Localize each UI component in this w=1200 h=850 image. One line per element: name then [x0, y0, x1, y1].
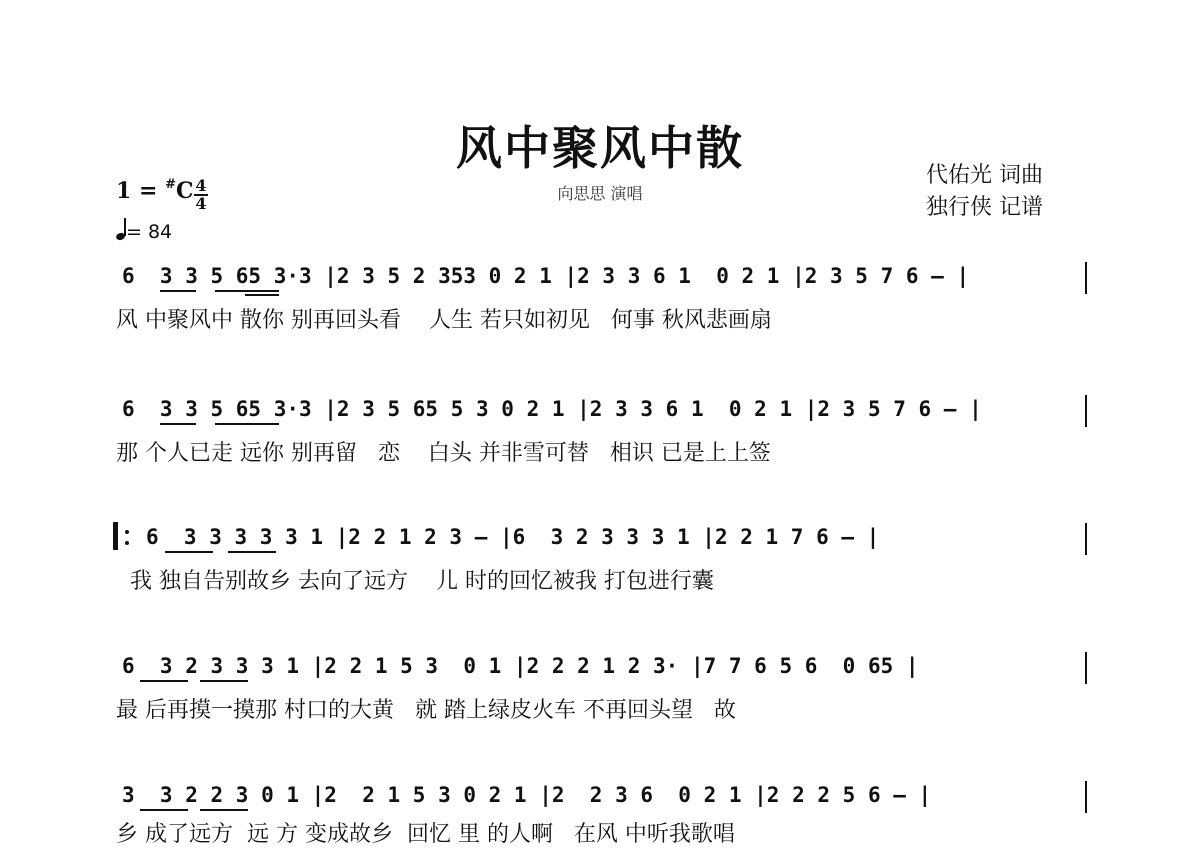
song-title: 风中聚风中散 — [456, 121, 744, 175]
time-signature-bottom: 4 — [195, 194, 207, 213]
beam — [140, 809, 188, 811]
beam — [245, 294, 279, 296]
lyrics-line-4: 最 后再摸一摸那 村口的大黄 就 踏上绿皮火车 不再回头望 故 — [116, 698, 736, 723]
lyrics-line-1: 风 中聚风中 散你 别再回头看 人生 若只如初见 何事 秋风悲画扇 — [116, 308, 772, 333]
beam — [215, 290, 279, 292]
repeat-sign-bar — [113, 522, 118, 550]
tempo-value: = 84 — [126, 221, 173, 243]
notes-line-4: 6 3 2 3 3 3 1 |2 2 1 5 3 0 1 |2 2 2 1 2 3· |7 7 6 5 6 0 65 | — [122, 654, 919, 678]
key-prefix: 1 = — [116, 178, 166, 204]
barline — [1085, 781, 1087, 813]
repeat-sign-dot — [125, 541, 129, 545]
lyrics-line-5: 乡 成了远方 远 方 变成故乡 回忆 里 的人啊 在风 中听我歌唱 — [116, 822, 735, 847]
composer-credit: 代佑光 词曲 — [926, 163, 1043, 188]
notes-line-5: 3 3 2 2 3 0 1 |2 2 1 5 3 0 2 1 |2 2 3 6 0 2 1 |2 2 2 5 6 – | — [122, 783, 932, 807]
transcriber-credit: 独行侠 记谱 — [926, 195, 1043, 220]
beam — [160, 423, 196, 425]
beam — [200, 809, 248, 811]
barline — [1085, 523, 1087, 555]
notes-line-1: 6 3 3 5 65 3·3 |2 3 5 2 353 0 2 1 |2 3 3 6 1 0 2 1 |2 3 5 7 6 – | — [122, 264, 970, 288]
notes-line-2: 6 3 3 5 65 3·3 |2 3 5 65 5 3 0 2 1 |2 3 3 6 1 0 2 1 |2 3 5 7 6 – | — [122, 397, 982, 421]
beam — [215, 423, 279, 425]
beam — [140, 680, 188, 682]
barline — [1085, 262, 1087, 294]
sharp-sign: # — [165, 176, 176, 192]
repeat-sign-dot — [125, 530, 129, 534]
beam — [228, 551, 276, 553]
beam — [200, 680, 248, 682]
time-signature-top: 4 — [195, 176, 207, 195]
key-note: C — [175, 178, 194, 204]
performer-credit: 向思思 演唱 — [557, 184, 643, 203]
beam — [165, 551, 213, 553]
beam — [160, 290, 196, 292]
barline — [1085, 652, 1087, 684]
barline — [1085, 395, 1087, 427]
lyrics-line-2: 那 个人已走 远你 别再留 恋 白头 并非雪可替 相识 已是上上签 — [116, 441, 771, 466]
lyrics-line-3: 我 独自告别故乡 去向了远方 儿 时的回忆被我 打包进行囊 — [116, 569, 714, 594]
notes-line-3: 6 3 3 3 3 3 1 |2 2 1 2 3 – |6 3 2 3 3 3 1 |2 2 1 7 6 – | — [146, 525, 880, 549]
